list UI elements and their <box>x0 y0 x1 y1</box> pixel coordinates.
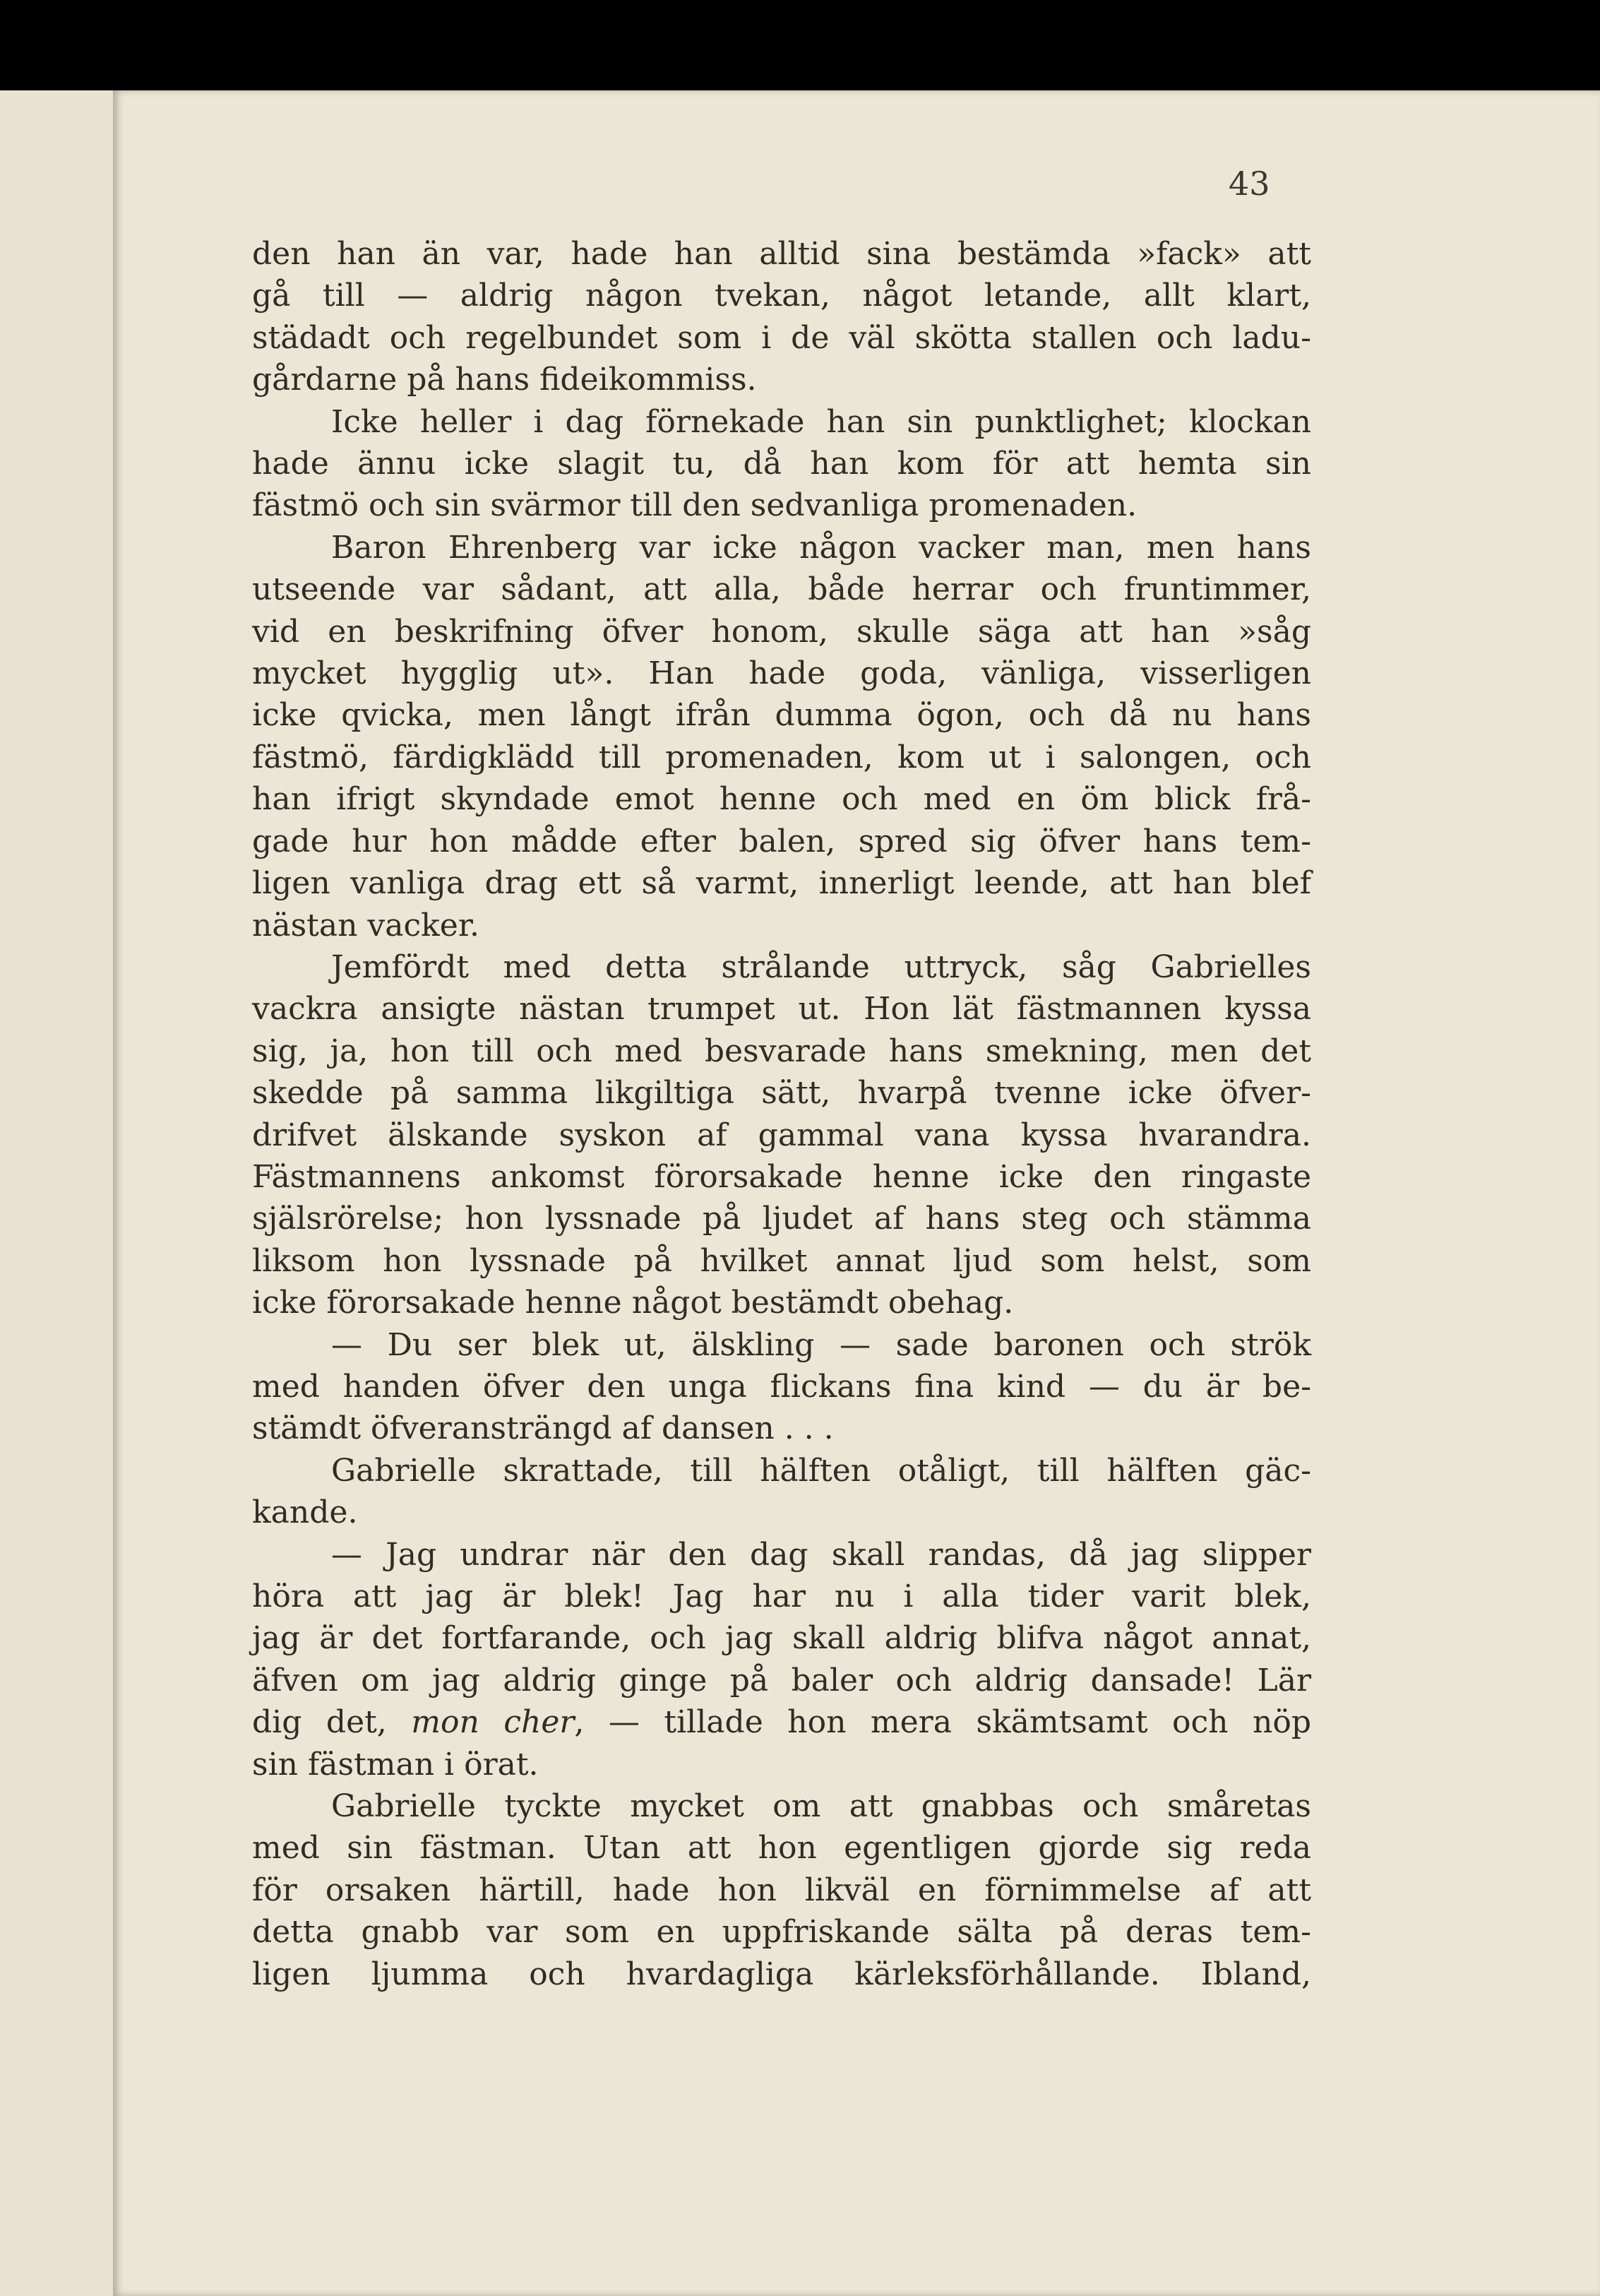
text-line: Jemfördt med detta strålande uttryck, såg Gabrielles <box>331 948 1311 985</box>
page-number: 43 <box>1229 165 1270 203</box>
page-edge <box>0 90 113 2296</box>
body-text <box>252 233 1311 1995</box>
text-line: ligen ljumma och hvardagliga kärleksförhållande. Ibland, <box>252 1956 1311 1992</box>
text-line: själsrörelse; hon lyssnade på ljudet af hans steg och stämma <box>252 1201 1311 1237</box>
text-line: Gabrielle skrattade, till hälften otåligt, till hälften gäc- <box>331 1452 1311 1489</box>
text-line: utseende var sådant, att alla, både herrar och fruntimmer, <box>252 571 1311 608</box>
text-line: gade hur hon mådde efter balen, spred sig öfver hans tem- <box>252 823 1311 859</box>
text-line: dig det, mon cher, — tillade hon mera skämtsamt och nöp <box>252 1704 1312 1741</box>
text-line: fästmö och sin svärmor till den sedvanliga promenaden. <box>252 487 1138 524</box>
text-line: jag är det fortfarande, och jag skall aldrig blifva något annat, <box>252 1620 1311 1657</box>
text-line: nästan vacker. <box>252 907 480 944</box>
text-line: liksom hon lyssnade på hvilket annat ljud som helst, som <box>252 1242 1311 1279</box>
text-line: kande. <box>252 1494 358 1531</box>
text-line: gå till — aldrig någon tvekan, något letande, allt klart, <box>252 278 1311 314</box>
text-line: mycket hygglig ut». Han hade goda, vänliga, visserligen <box>252 655 1311 692</box>
text-line: den han än var, hade han alltid sina bestämda »fack» att <box>252 236 1311 272</box>
text-line: sin fästman i örat. <box>252 1746 539 1783</box>
text-line: han ifrigt skyndade emot henne och med en öm blick frå- <box>252 781 1311 818</box>
text-line: hade ännu icke slagit tu, då han kom för att hemta sin <box>252 446 1311 482</box>
text-line: med sin fästman. Utan att hon egentligen gjorde sig reda <box>252 1830 1311 1867</box>
text-line: — Du ser blek ut, älskling — sade baronen och strök <box>331 1326 1311 1363</box>
text-line: sig, ja, hon till och med besvarade hans smekning, men det <box>252 1033 1311 1069</box>
text-line: stämdt öfveransträngd af dansen . . . <box>252 1410 834 1447</box>
text-line: detta gnabb var som en uppfriskande sälta på deras tem- <box>252 1914 1311 1951</box>
text-line: Baron Ehrenberg var icke någon vacker man, men hans <box>331 529 1311 566</box>
text-line: Fästmannens ankomst förorsakade henne icke den ringaste <box>252 1158 1311 1195</box>
text-line: med handen öfver den unga flickans fina kind — du är be- <box>252 1368 1311 1405</box>
text-line: skedde på samma likgiltiga sätt, hvarpå tvenne icke öfver- <box>252 1075 1311 1112</box>
text-line: icke förorsakade henne något bestämdt obehag. <box>252 1285 1014 1321</box>
text-line: vackra ansigte nästan trumpet ut. Hon lät fästmannen kyssa <box>252 991 1311 1028</box>
text-line: vid en beskrifning öfver honom, skulle säga att han »såg <box>252 613 1311 650</box>
italic-phrase: mon cher <box>411 1704 575 1741</box>
text-line: — Jag undrar när den dag skall randas, då jag slipper <box>331 1536 1311 1573</box>
text-line: Icke heller i dag förnekade han sin punktlighet; klockan <box>331 403 1311 440</box>
text-line: äfven om jag aldrig ginge på baler och aldrig dansade! Lär <box>252 1662 1311 1699</box>
text-line: städadt och regelbundet som i de väl skötta stallen och ladu- <box>252 319 1311 356</box>
text-line: höra att jag är blek! Jag har nu i alla tider varit blek, <box>252 1578 1311 1614</box>
text-line: Gabrielle tyckte mycket om att gnabbas och småretas <box>331 1788 1311 1825</box>
text-line: fästmö, färdigklädd till promenaden, kom ut i salongen, och <box>252 739 1311 775</box>
text-line: drifvet älskande syskon af gammal vana kyssa hvarandra. <box>252 1117 1311 1153</box>
text-line: ligen vanliga drag ett så varmt, innerligt leende, att han blef <box>252 865 1311 902</box>
text-line: för orsaken härtill, hade hon likväl en förnimmelse af att <box>252 1872 1311 1908</box>
text-line: icke qvicka, men långt ifrån dumma ögon, och då nu hans <box>252 697 1311 734</box>
text-line: gårdarne på hans fideikommiss. <box>252 362 757 398</box>
